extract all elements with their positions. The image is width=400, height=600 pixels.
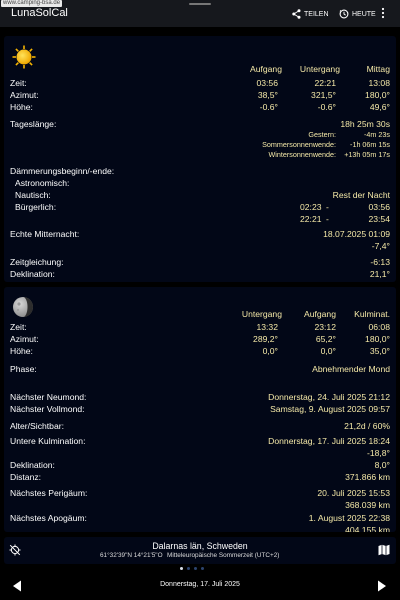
arrow-left-icon[interactable] (12, 580, 22, 594)
next-full-moon-value: Samstag, 9. August 2025 09:57 (270, 404, 390, 414)
moon-culmination-time: 06:08 (368, 322, 390, 332)
today-label: HEUTE (352, 10, 376, 18)
true-midnight-value: 18.07.2025 01:09 (323, 229, 390, 239)
moon-set-altitude: 0,0° (262, 346, 278, 356)
true-midnight-altitude: -7,4° (371, 241, 390, 251)
sun-declination-value: 21,1° (369, 269, 390, 279)
moon-declination-value: 8,0° (374, 460, 390, 470)
sun-set-altitude: -0.6° (317, 102, 336, 112)
next-perigee-distance: 368.039 km (345, 500, 390, 510)
url-badge: www.camping-bsa.de (3, 0, 61, 6)
next-apogee-distance: 404.155 km (345, 525, 390, 532)
next-perigee-label: Nächstes Perigäum: (10, 488, 88, 498)
sun-col-header-rise: Aufgang (249, 64, 282, 74)
moon-azimuth-label: Azimut: (10, 334, 39, 344)
twilight-nautical-value: Rest der Nacht (332, 190, 390, 200)
moon-distance-label: Distanz: (10, 472, 42, 482)
moon-age-value: 21,2d / 60% (344, 421, 390, 431)
overflow-menu-button[interactable] (381, 7, 385, 19)
sun-card[interactable] (4, 36, 396, 282)
moon-set-time: 13:32 (256, 322, 278, 332)
sun-col-header-noon: Mittag (366, 64, 390, 74)
day-length-yesterday-value: -4m 23s (364, 130, 390, 139)
location-disabled-icon[interactable] (9, 544, 21, 558)
twilight-civil-evening-end: 23:54 (368, 214, 390, 224)
moon-time-label: Zeit: (10, 322, 27, 332)
sun-rise-azimuth: 38,5° (257, 90, 278, 100)
twilight-civil-label: Bürgerlich: (15, 202, 57, 212)
twilight-nautical-label: Nautisch: (15, 190, 51, 200)
day-length-yesterday-label: Gestern: (308, 130, 336, 139)
next-new-moon-value: Donnerstag, 24. Juli 2025 21:12 (268, 392, 390, 402)
day-length-value: 18h 25m 30s (340, 119, 390, 129)
equation-of-time-value: -6:13 (370, 257, 390, 267)
sun-time-label: Zeit: (10, 78, 27, 88)
location-name[interactable]: Dalarnas län, Schweden (152, 541, 248, 551)
next-apogee-label: Nächstes Apogäum: (10, 513, 87, 523)
sun-col-header-set: Untergang (299, 64, 340, 74)
moon-age-label: Alter/Sichtbar: (10, 421, 64, 431)
moon-set-azimuth: 289,2° (253, 334, 278, 344)
sun-declination-label: Deklination: (10, 269, 55, 279)
moon-col-header-culmination: Kulminat. (354, 309, 390, 319)
sun-rise-altitude: -0.6° (259, 102, 278, 112)
moon-phase-icon (12, 296, 34, 320)
lower-culmination-label: Untere Kulmination: (10, 436, 86, 446)
moon-distance-value: 371.866 km (345, 472, 390, 482)
moon-rise-time: 23:12 (314, 322, 336, 332)
day-length-label: Tageslänge: (10, 119, 57, 129)
twilight-civil-evening-start: 22:21 (300, 214, 322, 224)
sun-rise-time: 03:56 (256, 78, 278, 88)
next-apogee-value: 1. August 2025 22:38 (308, 513, 390, 523)
sun-set-time: 22:21 (314, 78, 336, 88)
twilight-civil-morning-end: 03:56 (368, 202, 390, 212)
moon-phase-label: Phase: (10, 364, 37, 374)
page-dot[interactable] (201, 567, 204, 570)
summer-solstice-label: Sommersonnenwende: (262, 140, 336, 149)
sun-altitude-label: Höhe: (10, 102, 33, 112)
next-new-moon-label: Nächster Neumond: (10, 392, 87, 402)
sun-noon-time: 13:08 (368, 78, 390, 88)
winter-solstice-value: +13h 05m 17s (344, 150, 390, 159)
location-bar[interactable] (4, 537, 396, 564)
date-navigation (0, 574, 400, 600)
twilight-civil-morning-start: 02:23 (300, 202, 322, 212)
sun-icon (12, 45, 36, 71)
sun-noon-azimuth: 180,0° (365, 90, 390, 100)
page-indicator (180, 567, 204, 570)
share-button[interactable] (292, 8, 329, 20)
next-full-moon-label: Nächster Vollmond: (10, 404, 85, 414)
moon-card[interactable] (4, 287, 396, 532)
lower-culmination-value: Donnerstag, 17. Juli 2025 18:24 (268, 436, 390, 446)
page-dot[interactable] (194, 567, 197, 570)
arrow-right-icon[interactable] (377, 580, 387, 594)
today-icon (339, 9, 349, 19)
winter-solstice-label: Wintersonnenwende: (268, 150, 336, 159)
next-perigee-value: 20. Juli 2025 15:53 (317, 488, 390, 498)
twilight-dash-morning: - (326, 202, 329, 212)
twilight-dash-evening: - (326, 214, 329, 224)
moon-col-header-rise: Aufgang (303, 309, 336, 319)
moon-altitude-label: Höhe: (10, 346, 33, 356)
moon-rise-azimuth: 65,2° (315, 334, 336, 344)
page-dot[interactable] (180, 567, 183, 570)
app-title: LunaSolCal (11, 7, 68, 19)
app-bar (0, 0, 400, 27)
lower-culmination-altitude: -18,8° (366, 448, 390, 458)
more-vert-icon (381, 7, 385, 19)
moon-declination-label: Deklination: (10, 460, 55, 470)
moon-culmination-azimuth: 180,0° (365, 334, 390, 344)
equation-of-time-label: Zeitgleichung: (10, 257, 64, 267)
share-label: TEILEN (304, 10, 329, 18)
twilight-label: Dämmerungsbeginn/-ende: (10, 166, 115, 176)
map-icon[interactable] (378, 544, 390, 558)
page-dot[interactable] (187, 567, 190, 570)
moon-rise-altitude: 0,0° (320, 346, 336, 356)
location-timezone: Mitteleuropäische Sommerzeit (UTC+2) (167, 552, 280, 559)
current-date[interactable]: Donnerstag, 17. Juli 2025 (160, 581, 240, 588)
sun-noon-altitude: 49,6° (369, 102, 390, 112)
moon-col-header-set: Untergang (241, 309, 282, 319)
moon-phase-value: Abnehmender Mond (312, 364, 390, 374)
share-icon (292, 9, 301, 19)
sun-set-azimuth: 321,5° (311, 90, 336, 100)
location-coordinates: 61°32'39"N 14°21'5"O (100, 552, 163, 559)
twilight-astronomical-label: Astronomisch: (15, 178, 70, 188)
drag-handle[interactable] (189, 3, 211, 5)
true-midnight-label: Echte Mitternacht: (10, 229, 80, 239)
sun-azimuth-label: Azimut: (10, 90, 39, 100)
summer-solstice-value: -1h 06m 15s (350, 140, 390, 149)
moon-culmination-altitude: 35,0° (369, 346, 390, 356)
today-button[interactable] (339, 8, 376, 20)
